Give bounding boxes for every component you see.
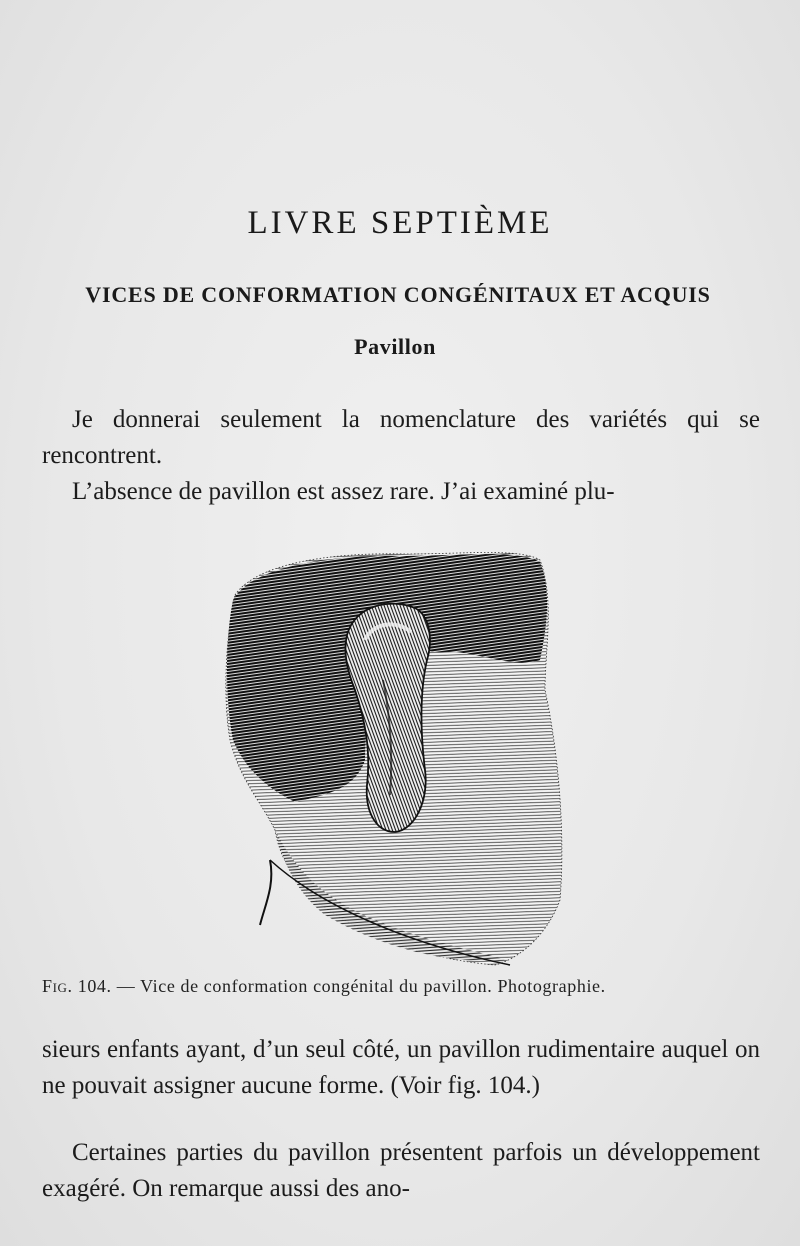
ear-engraving-figure bbox=[215, 540, 575, 970]
paragraph-developpement: Certaines parties du pavillon présentent parfois un développement exagéré. On remarque aussi des ano- bbox=[42, 1139, 760, 1202]
subsection-title: Pavillon bbox=[354, 334, 436, 359]
figure-caption-text: — Vice de conformation congénital du pavillon. Photographie. bbox=[116, 976, 606, 996]
paragraph-nomenclature: Je donnerai seulement la nomenclature des variétés qui se rencontrent. bbox=[42, 406, 760, 469]
figure-caption bbox=[42, 976, 762, 997]
paragraph-enfants: sieurs enfants ayant, d’un seul côté, un pavillon rudimentaire auquel on ne pouvait assigner aucune forme. (Voir fig. 104.) bbox=[42, 1036, 760, 1099]
figure-label: Fig. 104. bbox=[42, 976, 112, 996]
bleed-through-text bbox=[60, 40, 66, 66]
book-title: LIVRE SEPTIÈME bbox=[247, 205, 553, 241]
paragraph-absence: L’absence de pavillon est assez rare. J’ai examiné plu- bbox=[72, 478, 615, 505]
section-title: VICES DE CONFORMATION CONGÉNITAUX ET ACQUIS bbox=[85, 282, 711, 307]
